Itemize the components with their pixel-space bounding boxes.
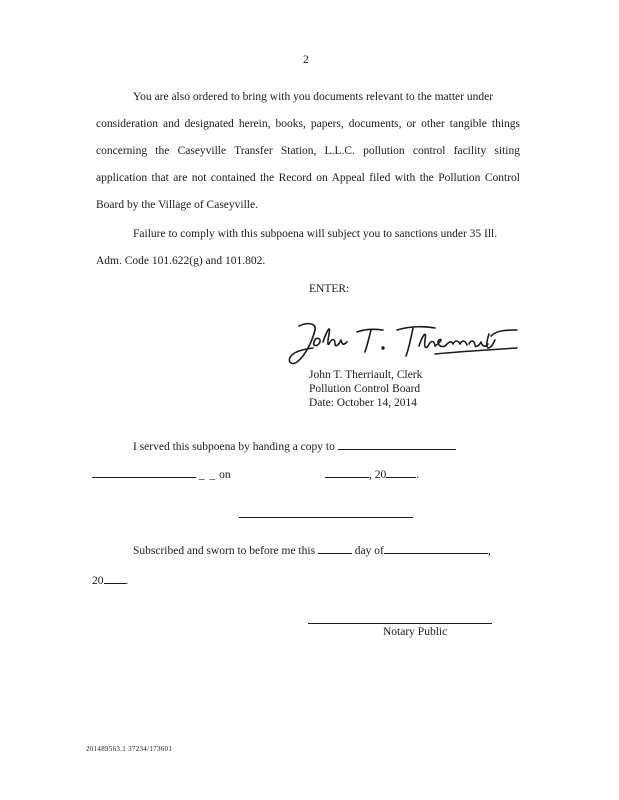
service-date-line: , 20 . [325,466,419,481]
service-year-prefix: 20 [374,469,387,481]
paragraph-1-line-3: concerning the Caseyville Transfer Station, L.L.C. pollution control facility siting [96,145,520,157]
on-text: on [219,469,231,481]
oath-day-field[interactable] [318,542,352,554]
paragraph-1-line-4: application that are not contained the Record on Appeal filed with the Pollution Control [96,172,520,184]
served-location-field[interactable] [92,466,196,478]
served-person-field[interactable] [338,438,456,450]
paragraph-2-line-2: Adm. Code 101.622(g) and 101.802. [96,255,266,267]
signer-name: John T. Therriault, Clerk [309,369,423,381]
document-id-footer: 201489563.1 37234/173601 [86,745,173,753]
signature-image [285,318,520,370]
notary-signature-line[interactable] [308,623,492,624]
service-line-2 [92,466,231,481]
page-number: 2 [303,54,309,66]
service-date-field[interactable] [325,466,369,478]
oath-month-field[interactable] [384,542,488,554]
oath-day-of: day of [354,545,384,557]
paragraph-2-line-1: Failure to comply with this subpoena will subject you to sanctions under 35 Ill. [133,228,498,240]
signer-date: Date: October 14, 2014 [309,397,417,409]
server-signature-line[interactable] [239,517,413,518]
served-location-dashes: _ _ [198,469,217,481]
service-text: I served this subpoena by handing a copy to [133,441,335,453]
enter-label: ENTER: [309,283,350,295]
paragraph-1-line-1: You are also ordered to bring with you documents relevant to the matter under [133,91,494,103]
oath-text: Subscribed and sworn to before me this [133,545,316,557]
paragraph-1-line-5: Board by the Village of Caseyville. [96,199,258,211]
signer-organization: Pollution Control Board [309,383,421,395]
paragraph-1-line-2: consideration and designated herein, books, papers, documents, or other tangible things [96,118,520,130]
oath-year-prefix: 20 [92,575,104,587]
oath-statement: Subscribed and sworn to before me this day of , [133,542,491,557]
notary-label: Notary Public [383,626,448,638]
service-year-field[interactable] [386,466,416,478]
service-comma: , [369,469,372,481]
oath-year-field[interactable] [104,572,126,584]
oath-year-line: 20 . [92,572,128,587]
service-statement [133,438,456,453]
